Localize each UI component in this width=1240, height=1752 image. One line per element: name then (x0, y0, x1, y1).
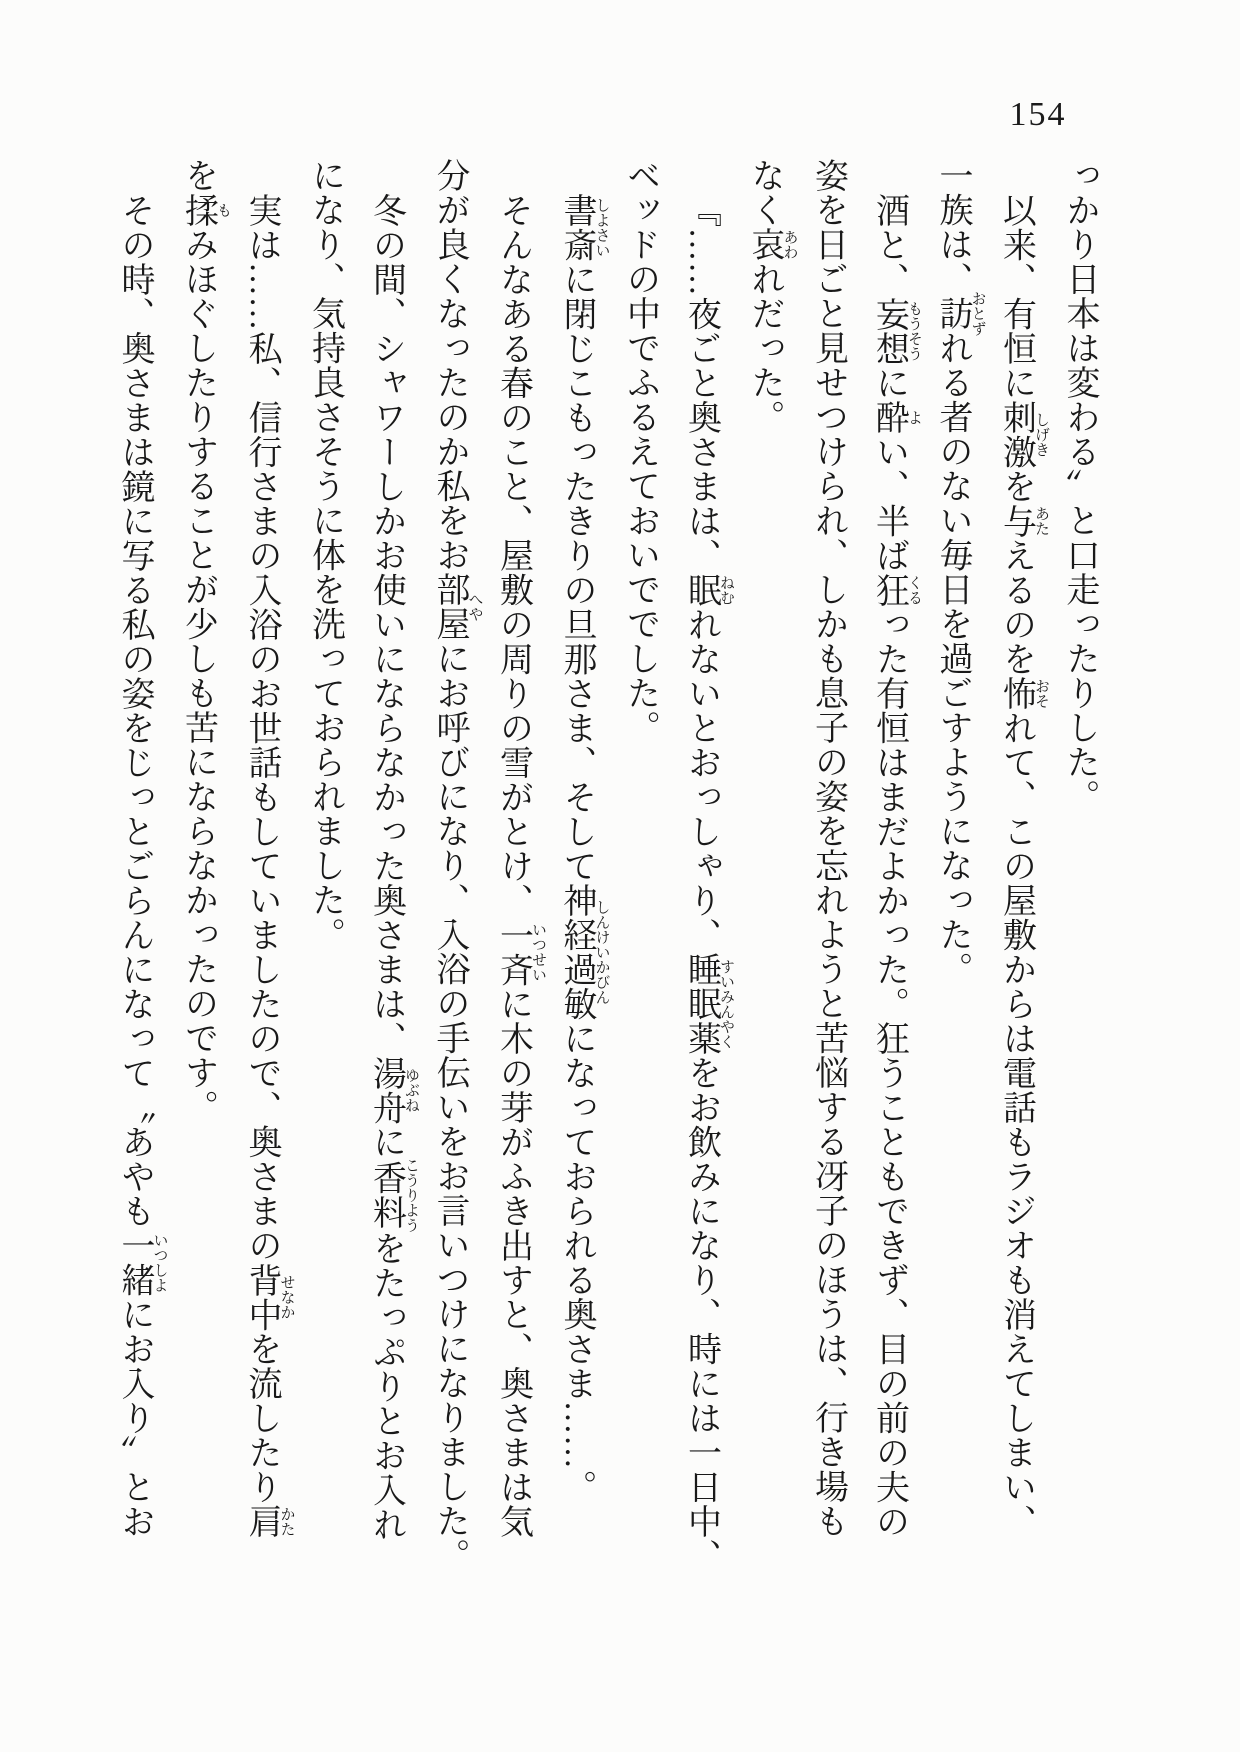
furigana-text: すいみんやく (718, 952, 734, 1056)
furigana-text: いつしよ (151, 1228, 168, 1297)
furigana-ruby: 睡眠薬すいみんやく (682, 952, 734, 1056)
furigana-text: かた (278, 1504, 295, 1539)
text-column: になり、気持良さそうに体を洗っておられました。 (306, 158, 344, 952)
furigana-ruby: 眠ねむ (682, 572, 734, 607)
furigana-text: よ (906, 400, 922, 435)
text-column: 冬の間、シャワーしかお使いにならなかった奥さまは、湯舟ゆぶねに香料こうりようをたっぷりとお入れ (367, 193, 419, 1542)
furigana-text: くる (906, 572, 922, 607)
text-column: 酒と、妄想もうそうに酔よい、半ば狂くるった有恒はまだよかった。狂うこともできず、目の前の夫の (870, 193, 922, 1539)
furigana-ruby: 書斎しよさい (558, 193, 610, 262)
furigana-text: ゆぶね (403, 1055, 419, 1125)
furigana-text: ねむ (718, 572, 734, 607)
furigana-text: こうりよう (403, 1157, 419, 1233)
furigana-ruby: 神経過敏しんけいかびん (558, 883, 610, 1021)
furigana-text: あた (1033, 503, 1049, 538)
text-column: そんなある春のこと、屋敷の周りの雪がとけ、一斉いつせいに木の芽がふき出すと、奥さまは気 (494, 193, 546, 1539)
text-column: 一族は、訪おとずれる者のない毎日を過ごすようになった。 (934, 158, 986, 986)
furigana-text: おとず (969, 290, 986, 336)
page-number: 154 (1009, 96, 1067, 133)
furigana-text: せなか (278, 1262, 295, 1332)
furigana-ruby: 刺激しげき (997, 400, 1049, 469)
furigana-ruby: 怖おそ (997, 676, 1049, 711)
text-column: 『……夜ごと奥さまは、眠ねむれないとおっしゃり、睡眠薬すいみんやくをお飲みになり、時には一日中、 (682, 193, 734, 1573)
text-column: なく哀あわれだった。 (746, 158, 798, 434)
furigana-text: おそ (1033, 676, 1049, 711)
furigana-ruby: 妄想もうそう (870, 296, 922, 366)
text-column: ベッドの中でふるえておいででした。 (621, 158, 659, 745)
vertical-text-block (116, 158, 1110, 1573)
text-column: 以来、有恒に刺激しげきを与あたえるのを怖おそれて、この屋敷からは電話もラジオも消えてしまい、 (997, 193, 1049, 1539)
furigana-ruby: 揉も (179, 192, 231, 227)
furigana-text: いつせい (530, 917, 546, 987)
text-column: っかり日本は変わる〟と口走ったりした。 (1061, 158, 1098, 814)
furigana-ruby: 酔よ (870, 400, 922, 435)
furigana-ruby: 一斉いつせい (494, 917, 546, 987)
furigana-text: しげき (1033, 400, 1049, 469)
text-column: を揉もみほぐしたりすることが少しも苦にならなかったのです。 (179, 158, 231, 1124)
furigana-ruby: 背中せなか (243, 1262, 295, 1332)
text-column: 姿を日ごと見せつけられ、しかも息子の姿を忘れようと苦悩する冴子のほうは、行き場も (809, 158, 847, 1538)
furigana-text: あわ (781, 227, 798, 262)
furigana-text: しよさい (593, 193, 610, 262)
furigana-ruby: 与あた (997, 503, 1049, 538)
furigana-text: もうそう (906, 296, 922, 366)
furigana-text: しんけいかびん (593, 883, 610, 1021)
furigana-ruby: 香料こうりよう (367, 1157, 419, 1233)
furigana-ruby: 湯舟ゆぶね (367, 1055, 419, 1125)
text-column: 実は……私、信行さまの入浴のお世話もしていましたので、奥さまの背中せなかを流したり肩かた (243, 193, 295, 1539)
furigana-ruby: 一緒いつしよ (116, 1228, 168, 1297)
text-column: その時、奥さまは鏡に写る私の姿をじっとごらんになって〝あやも一緒いつしよにお入り〟とお (116, 193, 168, 1539)
furigana-ruby: 部屋へや (431, 572, 483, 641)
text-column: 書斎しよさいに閉じこもったきりの旦那さま、そして神経過敏しんけいかびんになっておられる奥さま……。 (558, 193, 610, 1504)
furigana-ruby: 狂くる (870, 572, 922, 607)
text-column: 分が良くなったのか私をお部屋へやにお呼びになり、入浴の手伝いをお言いつけになりました。 (431, 158, 483, 1573)
furigana-ruby: 訪おとず (934, 290, 986, 336)
furigana-ruby: 哀あわ (746, 227, 798, 262)
furigana-text: も (215, 192, 231, 227)
furigana-ruby: 肩かた (243, 1504, 295, 1539)
furigana-text: へや (466, 572, 483, 641)
